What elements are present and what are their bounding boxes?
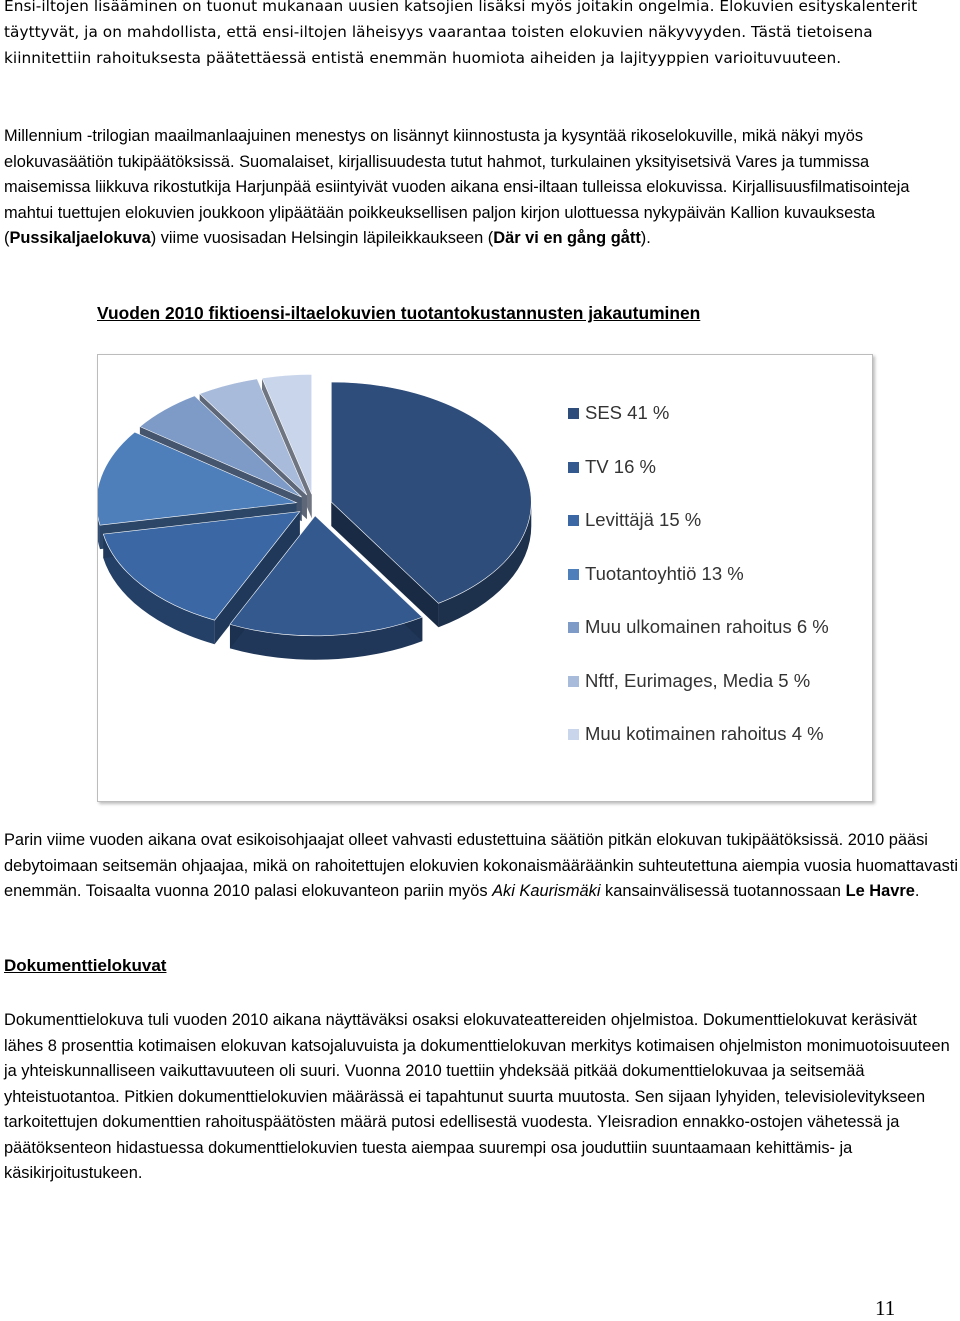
paragraph-text: Parin viime vuoden aikana ovat esikoisohjaajat olleet vahvasti edustettuina säätiön pitkän elokuvan tukipäätöksissä. 2010 pääsi debytoimaan seitsemän ohjaajaa, mikä on rahoitettujen elokuvien kokonaismääräänkin suhteutettuna aiempia vuosia huomattavasti enemmän. Toisaalta vuonna 2010 palasi elokuvanteon pariin myös xyxy=(4,831,958,900)
legend-swatch xyxy=(568,462,579,473)
legend-swatch xyxy=(568,676,579,687)
chart-title: Vuoden 2010 fiktioensi-iltaelokuvien tuotantokustannusten jakautuminen xyxy=(97,303,701,323)
legend-label: Muu kotimainen rahoitus 4 % xyxy=(585,723,824,744)
legend-label: SES 41 % xyxy=(585,402,670,423)
legend-swatch xyxy=(568,408,579,419)
legend-label: Muu ulkomainen rahoitus 6 % xyxy=(585,616,829,637)
film-title: Där vi en gång gått xyxy=(493,229,641,247)
film-title: Le Havre xyxy=(845,882,915,900)
legend-label: TV 16 % xyxy=(585,455,656,477)
director-name: Aki Kaurismäki xyxy=(492,882,601,900)
paragraph-text: kansainvälisessä tuotannossaan xyxy=(600,882,846,900)
debut-directors-paragraph xyxy=(4,828,958,905)
paragraph-text: ) viime vuosisadan Helsingin läpileikkaukseen ( xyxy=(150,229,494,247)
legend-swatch xyxy=(568,622,579,633)
legend-swatch xyxy=(568,515,579,526)
legend-swatch xyxy=(568,569,579,580)
pie-chart xyxy=(97,354,873,802)
documentary-paragraph: Dokumenttielokuva tuli vuoden 2010 aikana näyttäväksi osaksi elokuvateattereiden ohjelmistoa. Dokumenttielokuvat keräsivät lähes 8 prosenttia kotimaisen elokuvan katsojaluvuista ja dokumenttielokuvan merkitys kotimaisen ohjelmiston monimuotoisuuteen ja yhteiskunnalliseen vaikuttavuuteen oli suuri. Vuonna 2010 tuettiin yhdeksää pitkää dokumenttielokuvaa ja seitsemää yhteistuotantoa. Pitkien dokumenttielokuvien määrässä ei tapahtunut suurta muutosta. Sen sijaan lyhyiden, televisiolevitykseen tarkoitettujen dokumenttien rahoituspäätösten määrä putosi edellisestä vuodesta. Yleisradion ennakko-ostojen vähetessä ja päätöksenteon hidastuessa dokumenttielokuvien tuesta aiempaa suurempi osa jouduttiin suuntaamaan kehittämis- ja käsikirjoitustukeen. xyxy=(4,1011,950,1182)
intro-paragraph: Ensi-iltojen lisääminen on tuonut mukanaan uusien katsojien lisäksi myös joitakin ongelmia. Elokuvien esityskalenterit täyttyvät, ja on mahdollista, että ensi-iltojen läheisyys vaarantaa toisten elokuvien näkyvyyden. Tästä tietoisena kiinnitettiin rahoituksesta päätettäessä entistä enemmän huomiota aiheiden ja lajityyppien varioituvuuteen. xyxy=(4,0,918,67)
crime-films-paragraph xyxy=(4,124,958,252)
paragraph-text: Millennium -trilogian maailmanlaajuinen menestys on lisännyt kiinnostusta ja kysyntää rikoselokuville, mikä näkyi myös elokuvasäätiön tukipäätöksissä. Suomalaiset, kirjallisuudesta tutut hahmot, turkulainen yksityisetsivä Vares ja tummissa maisemissa liikkuva rikostutkija Harjunpää esiintyivät vuoden aikana ensi-iltaan tulleissa elokuvissa. Kirjallisuusfilmatisointeja mahtui tuettujen elokuvien joukkoon ylipäätään poikkeuksellisen paljon kirjon ulottuessa nykypäivän Kallion kuvauksesta ( xyxy=(4,127,910,247)
paragraph-text: ). xyxy=(640,229,651,247)
section-heading: Dokumenttielokuvat xyxy=(4,956,167,975)
legend-swatch xyxy=(568,729,579,740)
page-number: 11 xyxy=(875,1296,896,1320)
legend-label: Nftf, Eurimages, Media 5 % xyxy=(585,669,811,691)
paragraph-text: . xyxy=(914,882,920,900)
legend-label: Levittäjä 15 % xyxy=(585,509,702,530)
legend-label: Tuotantoyhtiö 13 % xyxy=(585,562,744,584)
film-title: Pussikaljaelokuva xyxy=(9,229,151,247)
